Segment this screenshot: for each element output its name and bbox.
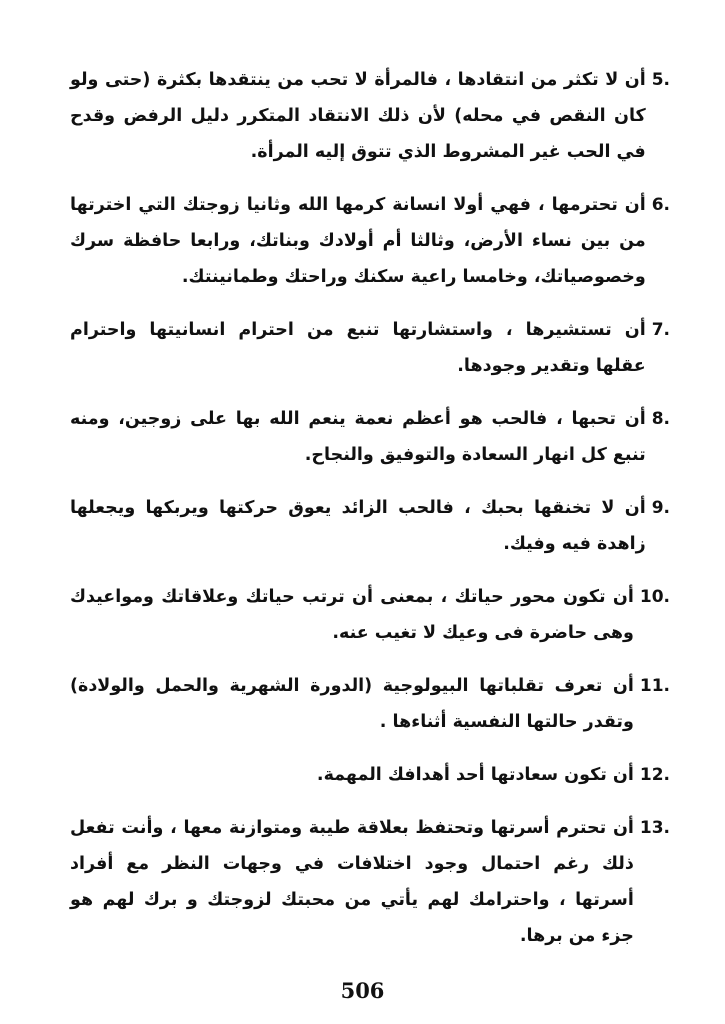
item-text: أن تحترم أسرتها وتحتفظ بعلاقة طيبة ومتوازنة معها ، وأنت تفعل ذلك رغم احتمال وجود اختلافات في وجهات النظر مع أفراد أسرتها ، واحترامك لهم يأتي من محبتك لزوجتك و برك لهم هو جزء من برها. — [70, 818, 634, 946]
item-number: 9. — [651, 498, 670, 518]
item-text: أن تعرف تقلباتها البيولوجية (الدورة الشهرية والحمل والولادة) وتقدر حالتها النفسية أثناءها . — [70, 676, 634, 732]
item-number: 7. — [651, 320, 670, 340]
list-item — [70, 312, 670, 384]
page-number: 506 — [340, 978, 385, 1003]
item-text: أن تستشيرها ، واستشارتها تنبع من احترام انسانيتها واحترام عقلها وتقدير وجودها. — [70, 320, 646, 376]
item-text: أن تكون محور حياتك ، بمعنى أن ترتب حياتك وعلاقاتك ومواعيدك وهى حاضرة فى وعيك لا تغيب عنه. — [70, 587, 634, 643]
list-item — [70, 668, 670, 740]
list-item — [70, 62, 670, 170]
item-number: 8. — [651, 409, 670, 429]
item-number: 10. — [639, 587, 670, 607]
item-text: أن لا تكثر من انتقادها ، فالمرأة لا تحب من ينتقدها بكثرة (حتى ولو كان النقص في محله) لأن ذلك الانتقاد المتكرر دليل الرفض وقدح في الحب غير المشروط الذي تتوق إليه المرأة. — [70, 70, 646, 162]
item-number: 12. — [639, 765, 670, 785]
item-text: أن تحترمها ، فهي أولا انسانة كرمها الله وثانيا زوجتك التي اخترتها من بين نساء الأرض، وثالثا أم أولادك وبناتك، ورابعا حافظة سرك وخصوصياتك، وخامسا راعية سكنك وراحتك وطمانينتك. — [70, 195, 646, 287]
list-item — [70, 757, 670, 793]
item-number: 13. — [639, 818, 670, 838]
item-number: 5. — [651, 70, 670, 90]
item-number: 6. — [651, 195, 670, 215]
list-item — [70, 490, 670, 562]
list-item — [70, 579, 670, 651]
page-content — [70, 62, 670, 971]
list-item — [70, 810, 670, 954]
item-text: أن تكون سعادتها أحد أهدافك المهمة. — [316, 765, 634, 785]
item-text: أن لا تخنقها بحبك ، فالحب الزائد يعوق حركتها ويربكها ويجعلها زاهدة فيه وفيك. — [70, 498, 646, 554]
list-item — [70, 187, 670, 295]
list-item — [70, 401, 670, 473]
item-number: 11. — [639, 676, 670, 696]
item-text: أن تحبها ، فالحب هو أعظم نعمة ينعم الله بها على زوجين، ومنه تنبع كل انهار السعادة والتوفيق والنجاح. — [70, 409, 646, 465]
